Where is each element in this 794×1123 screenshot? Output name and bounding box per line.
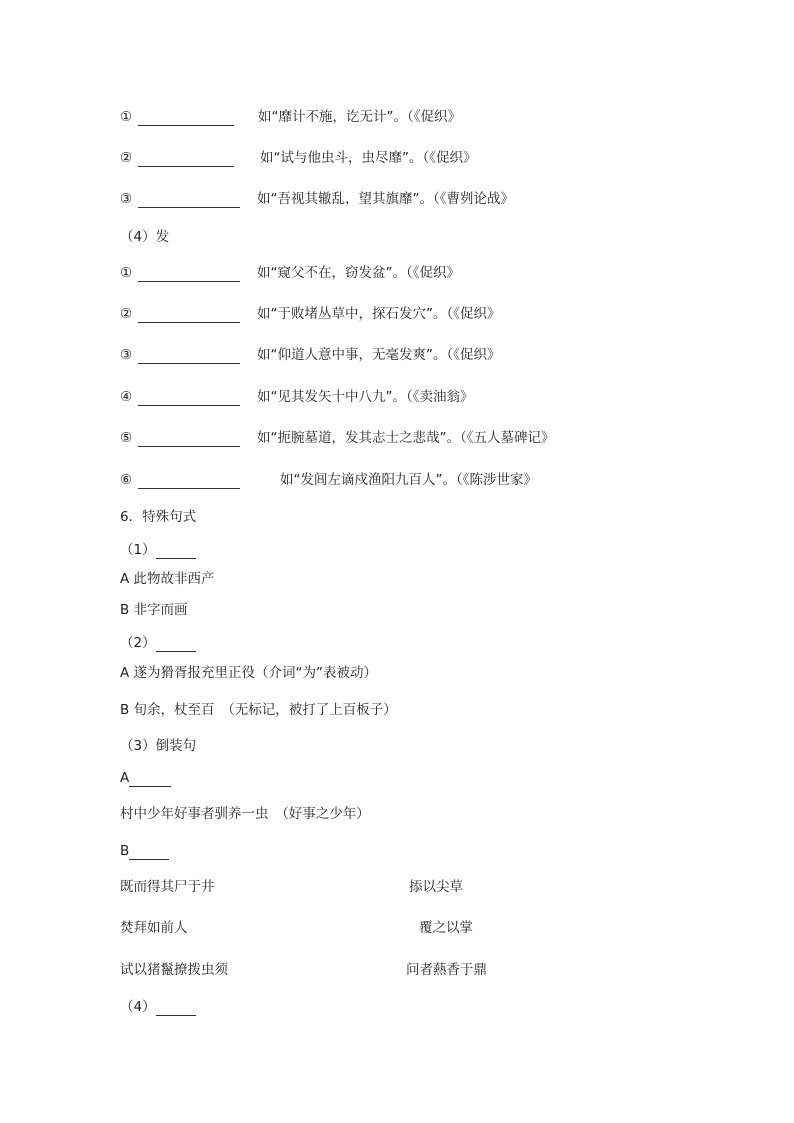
item-text: 如“吾视其辙乱，望其旗靡”。（《曹刿论战》 (257, 191, 514, 207)
item-number: ④ (120, 389, 133, 405)
answer-blank[interactable] (138, 193, 240, 208)
example-sentence: 既而得其尸于井 (120, 879, 215, 895)
answer-blank[interactable] (138, 111, 234, 126)
section-heading: （4）发 (120, 229, 170, 245)
list-item (120, 346, 501, 364)
list-item (120, 264, 460, 282)
item-text: 如“靡计不施，讫无计”。（《促织》 (258, 109, 461, 125)
sub-letter: B (120, 843, 130, 859)
sub-letter: A (120, 770, 130, 786)
part-label (120, 634, 196, 652)
list-item (120, 305, 501, 323)
item-text: 如“仰道人意中事，无毫发爽”。（《促织》 (257, 347, 501, 363)
part-label (120, 998, 196, 1016)
part-number: （2） (120, 635, 156, 651)
answer-blank[interactable] (138, 391, 240, 406)
item-number: ② (120, 150, 133, 166)
example-sentence: A 遂为猾胥报充里正役（介词“为”表被动） (120, 665, 378, 681)
item-text: 如“于败堵丛草中，探石发穴”。（《促织》 (257, 306, 501, 322)
answer-blank[interactable] (129, 772, 171, 787)
item-number: ① (120, 109, 133, 125)
answer-blank[interactable] (138, 152, 234, 167)
example-sentence: 问者爇香于鼎 (406, 962, 487, 978)
item-text: 如“发闾左谪戍渔阳九百人”。（《陈涉世家》 (280, 472, 537, 488)
part-label (120, 541, 196, 559)
item-text: 如“试与他虫斗，虫尽靡”。（《促织》 (260, 150, 477, 166)
list-item (120, 149, 477, 167)
item-text: 如“见其发矢十中八九”。（《卖油翁》 (257, 389, 474, 405)
list-item (120, 388, 474, 406)
part-number: （4） (120, 999, 156, 1015)
section-title: 6．特殊句式 (120, 509, 197, 525)
example-sentence: A 此物故非西产 (120, 571, 215, 587)
example-sentence: 掭以尖草 (409, 879, 463, 895)
part-number: （1） (120, 542, 156, 558)
answer-blank[interactable] (138, 308, 240, 323)
list-item (120, 429, 555, 447)
answer-blank[interactable] (138, 349, 240, 364)
list-item (120, 471, 537, 489)
item-number: ⑤ (120, 430, 133, 446)
answer-blank[interactable] (156, 637, 196, 652)
item-number: ② (120, 306, 133, 322)
answer-blank[interactable] (129, 845, 169, 860)
example-sentence: 试以猪鬣撩拨虫须 (120, 962, 228, 978)
sub-label (120, 842, 169, 860)
list-item (120, 108, 461, 126)
answer-blank[interactable] (138, 267, 240, 282)
part-label: （3）倒装句 (120, 738, 197, 754)
item-number: ③ (120, 191, 133, 207)
sub-label (120, 769, 171, 787)
example-sentence: 焚拜如前人 (120, 920, 188, 936)
answer-blank[interactable] (138, 432, 240, 447)
example-sentence: 覆之以掌 (419, 920, 473, 936)
item-number: ① (120, 265, 133, 281)
item-text: 如“扼腕墓道，发其志士之悲哉”。（《五人墓碑记》 (257, 430, 555, 446)
answer-blank[interactable] (156, 1001, 196, 1016)
example-sentence: B 非字而画 (120, 602, 188, 618)
answer-blank[interactable] (156, 544, 196, 559)
answer-blank[interactable] (138, 474, 240, 489)
item-number: ③ (120, 347, 133, 363)
item-text: 如“窥父不在，窃发盆”。（《促织》 (257, 265, 460, 281)
item-number: ⑥ (120, 472, 133, 488)
list-item (120, 190, 514, 208)
example-sentence: 村中少年好事者驯养一虫 （好事之少年） (120, 806, 370, 822)
example-sentence: B 旬余，杖至百 （无标记，被打了上百板子） (120, 702, 397, 718)
